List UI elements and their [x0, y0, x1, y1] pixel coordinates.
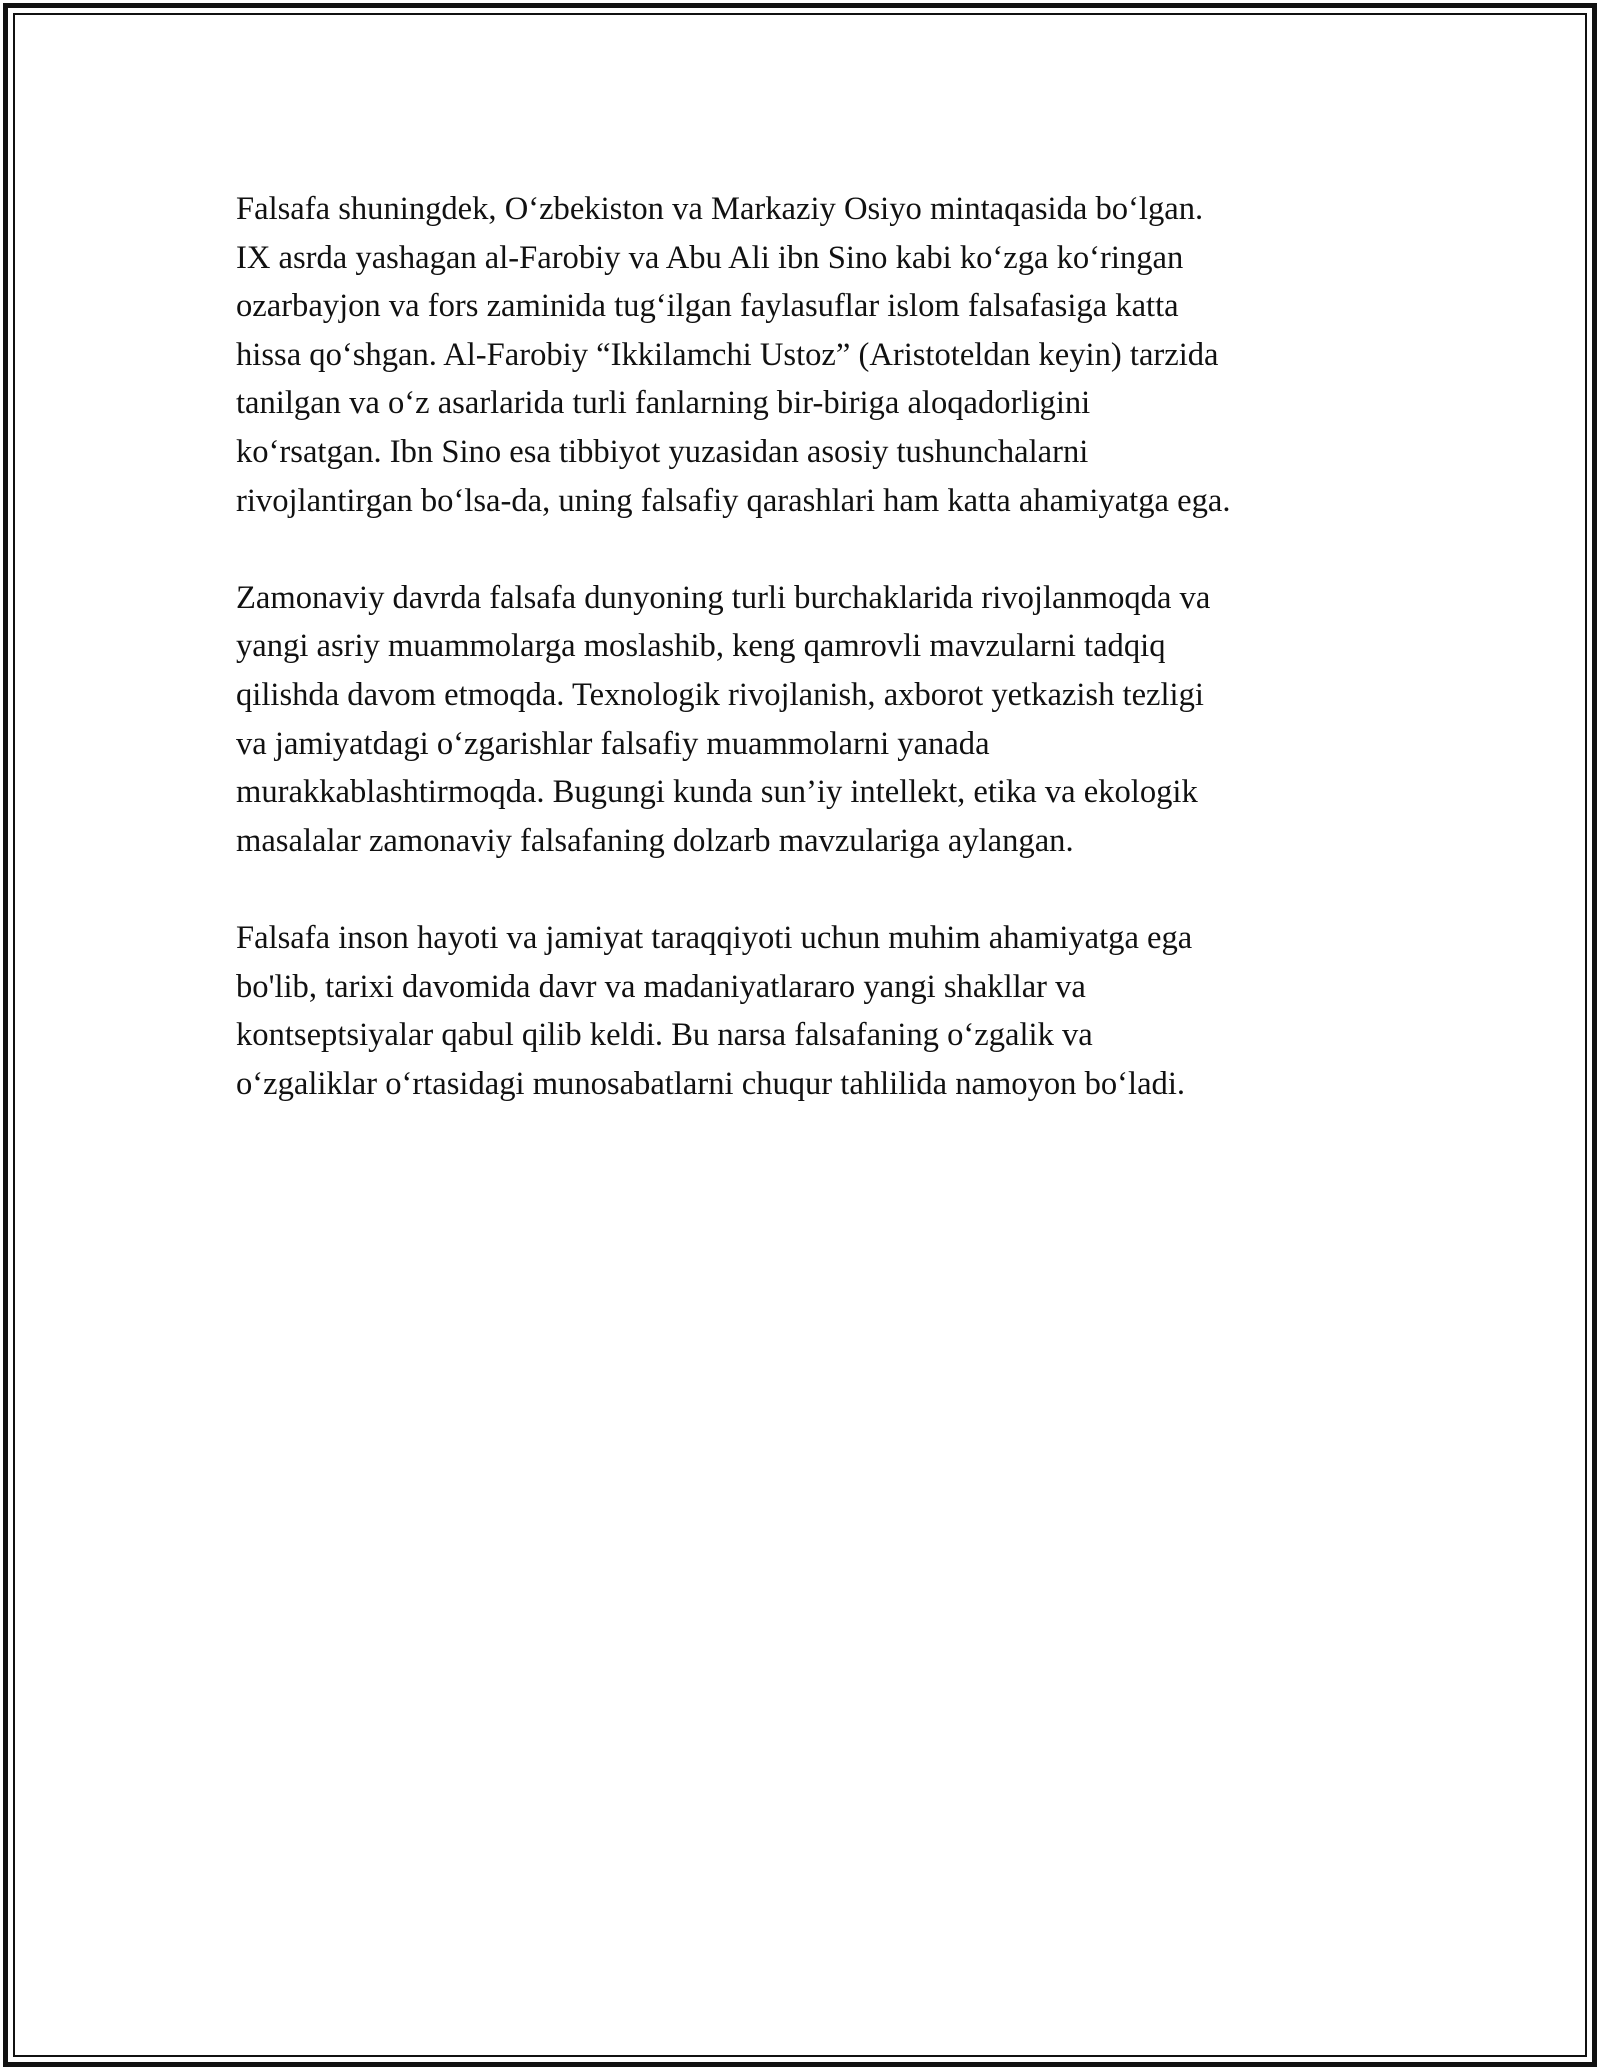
text-line: hissa qo‘shgan. Al-Farobiy “Ikkilamchi Ustoz” (Aristoteldan keyin) tarzida [236, 336, 1219, 373]
text-line: rivojlantirgan bo‘lsa-da, uning falsafiy qarashlari ham katta ahamiyatga ega. [236, 482, 1231, 519]
paragraph-1 [236, 185, 1366, 525]
document-body [236, 185, 1366, 1157]
text-line: bo'lib, tarixi davomida davr va madaniyatlararo yangi shakllar va [236, 968, 1086, 1005]
text-line: tanilgan va o‘z asarlarida turli fanlarning bir-biriga aloqadorligini [236, 385, 1091, 422]
text-line: qilishda davom etmoqda. Texnologik rivojlanish, axborot yetkazish tezligi [236, 676, 1204, 713]
text-line: ozarbayjon va fors zaminida tug‘ilgan faylasuflar islom falsafasiga katta [236, 288, 1179, 325]
paragraph-2 [236, 574, 1366, 866]
text-line: Falsafa shuningdek, O‘zbekiston va Markaziy Osiyo mintaqasida bo‘lgan. [236, 191, 1204, 227]
text-line: murakkablashtirmoqda. Bugungi kunda sun’iy intellekt, etika va ekologik [236, 774, 1198, 811]
text-line: yangi asriy muammolarga moslashib, keng qamrovli mavzularni tadqiq [236, 628, 1166, 665]
text-line: kontseptsiyalar qabul qilib keldi. Bu narsa falsafaning o‘zgalik va [236, 1017, 1093, 1054]
text-line: masalalar zamonaviy falsafaning dolzarb mavzulariga aylangan. [236, 822, 1074, 859]
text-line: va jamiyatdagi o‘zgarishlar falsafiy muammolarni yanada [236, 725, 990, 762]
text-line: ko‘rsatgan. Ibn Sino esa tibbiyot yuzasidan asosiy tushunchalarni [236, 433, 1089, 470]
text-line: Falsafa inson hayoti va jamiyat taraqqiyoti uchun muhim ahamiyatga ega [236, 919, 1193, 956]
text-line: o‘zgaliklar o‘rtasidagi munosabatlarni chuqur tahlilida namoyon bo‘ladi. [236, 1065, 1186, 1102]
text-line: IX asrda yashagan al-Farobiy va Abu Ali ibn Sino kabi ko‘zga ko‘ringan [236, 239, 1184, 276]
paragraph-3 [236, 914, 1366, 1108]
text-line: Zamonaviy davrda falsafa dunyoning turli burchaklarida rivojlanmoqda va [236, 579, 1211, 616]
